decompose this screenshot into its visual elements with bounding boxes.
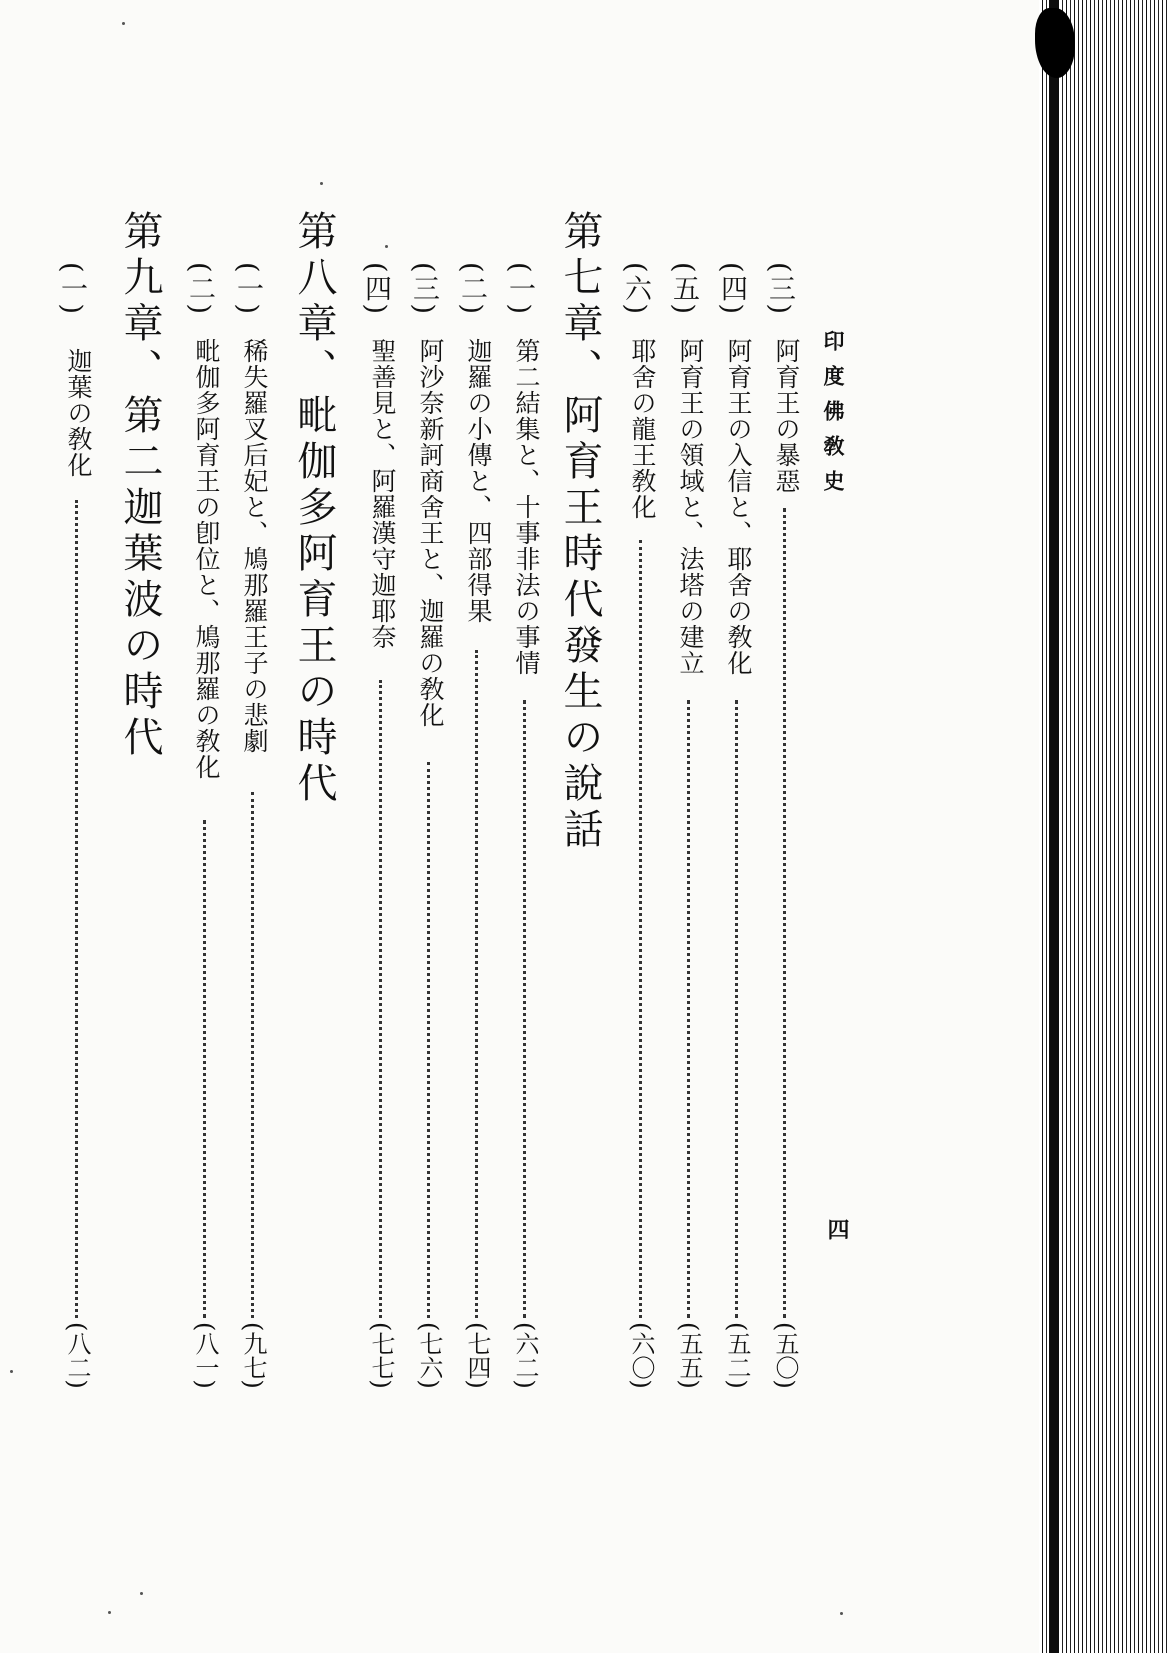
- toc-entry-number: (三): [764, 262, 795, 317]
- scan-speck: [122, 22, 125, 25]
- toc-entry-number: (一): [56, 262, 87, 317]
- toc-entry-page: (八二): [63, 1322, 91, 1389]
- toc-entry-page: (七七): [367, 1322, 395, 1389]
- toc-entry-title: 阿沙奈新訶商舍王と、迦羅の敎化: [416, 338, 445, 728]
- dot-leader: [475, 650, 478, 1318]
- dot-leader: [203, 820, 206, 1318]
- dot-leader: [783, 508, 786, 1318]
- toc-entry-title: 阿育王の領域と、法塔の建立: [676, 338, 705, 676]
- toc-entry-page: (七六): [415, 1322, 443, 1389]
- scan-speck: [140, 1592, 143, 1595]
- toc-entry-number: (四): [360, 262, 391, 317]
- toc-entry-title: 耶舍の龍王敎化: [628, 338, 657, 520]
- toc-entry-number: (四): [716, 262, 747, 317]
- scan-speck: [10, 1370, 13, 1373]
- dot-leader: [379, 680, 382, 1318]
- page-number: 四: [824, 1218, 850, 1240]
- dot-leader: [735, 700, 738, 1318]
- toc-entry-page: (六二): [511, 1322, 539, 1389]
- toc-entry-number: (二): [456, 262, 487, 317]
- toc-entry-page: (五五): [675, 1322, 703, 1389]
- toc-entry-title: 聖善見と、阿羅漢守迦耶奈: [368, 338, 397, 650]
- toc-entry-title: 迦葉の敎化: [64, 348, 93, 478]
- toc-entry-number: (六): [620, 262, 651, 317]
- scan-speck: [320, 182, 323, 185]
- toc-entry-title: 阿育王の入信と、耶舍の敎化: [724, 338, 753, 676]
- toc-entry-title: 迦羅の小傳と、四部得果: [464, 338, 493, 624]
- dot-leader: [639, 540, 642, 1318]
- toc-entry-number: (一): [504, 262, 535, 317]
- toc-entry-page: (五二): [723, 1322, 751, 1389]
- dot-leader: [251, 792, 254, 1318]
- toc-entry-page: (六〇): [627, 1322, 655, 1389]
- toc-entry-number: (一): [232, 262, 263, 317]
- running-title: 印度佛敎史: [821, 330, 846, 505]
- dot-leader: [523, 700, 526, 1318]
- page-edge-shadow: [1049, 0, 1059, 1653]
- toc-entry-page: (八一): [191, 1322, 219, 1389]
- dot-leader: [75, 500, 78, 1318]
- chapter-heading: 第八章、毗伽多阿育王の時代: [291, 210, 337, 808]
- toc-entry-page: (九七): [239, 1322, 267, 1389]
- chapter-heading: 第九章、第二迦葉波の時代: [117, 210, 163, 762]
- dot-leader: [427, 762, 430, 1318]
- chapter-heading: 第七章、阿育王時代發生の說話: [557, 210, 603, 854]
- scan-speck: [385, 245, 388, 248]
- toc-entry-title: 阿育王の暴惡: [772, 338, 801, 494]
- toc-entry-title: 毗伽多阿育王の卽位と、鳩那羅の敎化: [192, 338, 221, 780]
- toc-entry-page: (七四): [463, 1322, 491, 1389]
- toc-entry-number: (五): [668, 262, 699, 317]
- toc-entry-number: (二): [184, 262, 215, 317]
- toc-entry-page: (五〇): [771, 1322, 799, 1389]
- toc-entry-number: (三): [408, 262, 439, 317]
- toc-entry-title: 稀失羅叉后妃と、鳩那羅王子の悲劇: [240, 338, 269, 754]
- scan-speck: [840, 1612, 843, 1615]
- toc-entry-title: 第二結集と、十事非法の事情: [512, 338, 541, 676]
- dot-leader: [687, 700, 690, 1318]
- page-edge-blot: [1035, 8, 1075, 78]
- scan-speck: [108, 1611, 111, 1614]
